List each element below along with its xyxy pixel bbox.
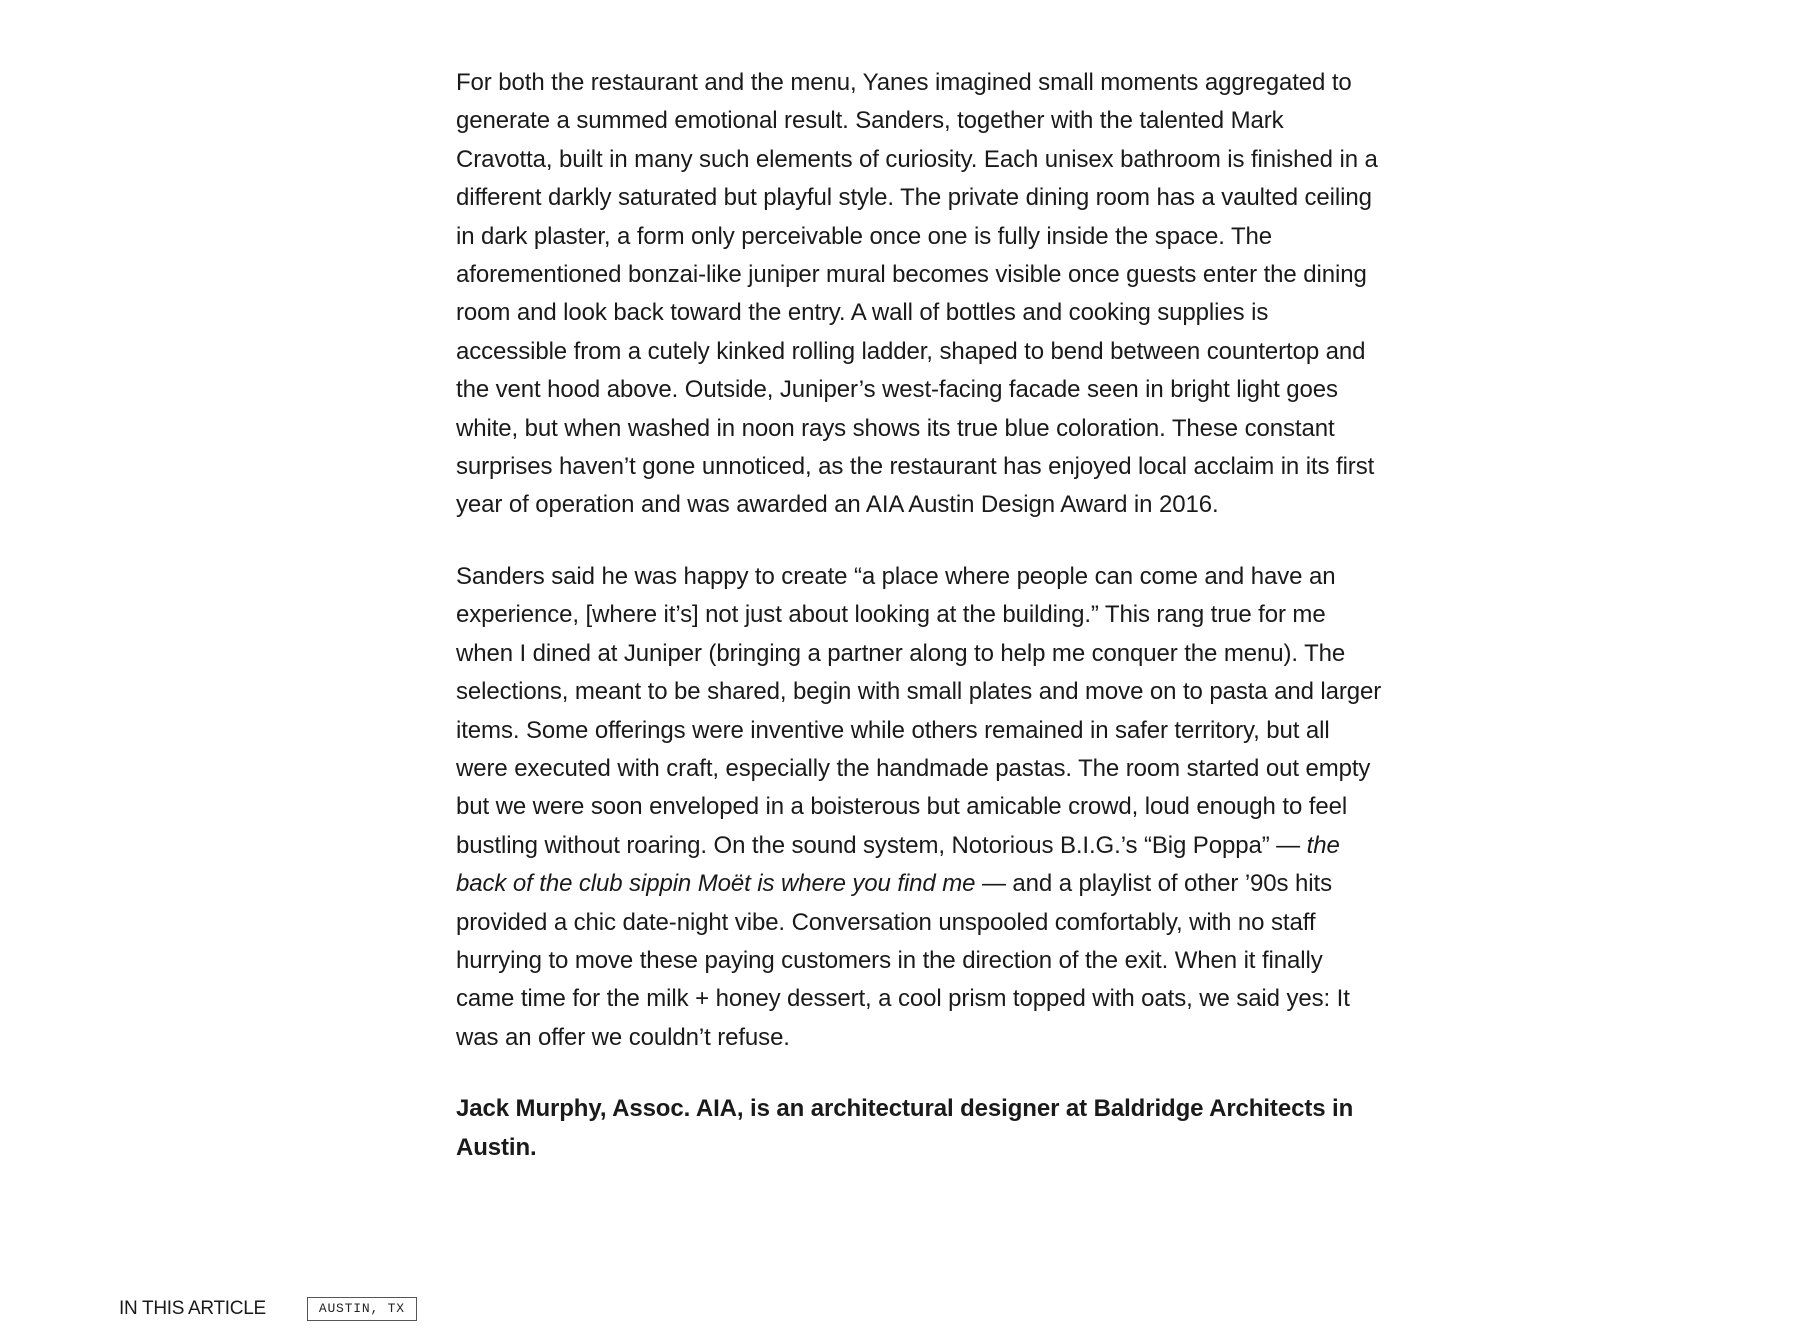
in-this-article-label: IN THIS ARTICLE bbox=[119, 1298, 266, 1319]
paragraph-text: — and a playlist of other ’90s hits provided a chic date-night vibe. Conversation unspooled comfortably, with no staff hurrying to move these paying customers in the direction of the exit. When it finally came time for the milk + honey dessert, a cool prism topped with oats, we said yes: It was an offer we couldn’t refuse. bbox=[456, 870, 1350, 1051]
author-bio: Jack Murphy, Assoc. AIA, is an architectural designer at Baldridge Architects in Austin. bbox=[456, 1095, 1354, 1161]
article-paragraph bbox=[456, 558, 1382, 1057]
article-body bbox=[456, 64, 1382, 1200]
article-paragraph: For both the restaurant and the menu, Yanes imagined small moments aggregated to generate a summed emotional result. Sanders, together with the talented Mark Cravotta, built in many such elements of curiosity. Each unisex bathroom is finished in a different darkly saturated but playful style. The private dining room has a vaulted ceiling in dark plaster, a form only perceivable once one is fully inside the space. The aforementioned bonzai-like juniper mural becomes visible once guests enter the dining room and look back toward the entry. A wall of bottles and cooking supplies is accessible from a cutely kinked rolling ladder, shaped to bend between countertop and the vent hood above. Outside, Juniper’s west-facing facade seen in bright light goes white, but when washed in noon rays shows its true blue coloration. These constant surprises haven’t gone unnoticed, as the restaurant has enjoyed local acclaim in its first year of operation and was awarded an AIA Austin Design Award in 2016. bbox=[456, 69, 1378, 519]
tag-austin-tx[interactable]: AUSTIN, TX bbox=[307, 1297, 417, 1321]
song-lyric-quote: the back of the club sippin Moët is where you find me bbox=[456, 831, 1340, 898]
article-tags-footer bbox=[119, 1296, 417, 1322]
paragraph-text: Sanders said he was happy to create “a place where people can come and have an experience, [where it’s] not just about looking at the building.” This rang true for me when I dined at Juniper (bringing a partner along to help me conquer the menu). The selections, meant to be shared, begin with small plates and move on to pasta and larger items. Some offerings were inventive while others remained in safer territory, but all were executed with craft, especially the handmade pastas. The room started out empty but we were soon enveloped in a boisterous but amicable crowd, loud enough to feel bustling without roaring. On the sound system, Notorious B.I.G.’s “Big Poppa” — bbox=[456, 562, 1382, 859]
